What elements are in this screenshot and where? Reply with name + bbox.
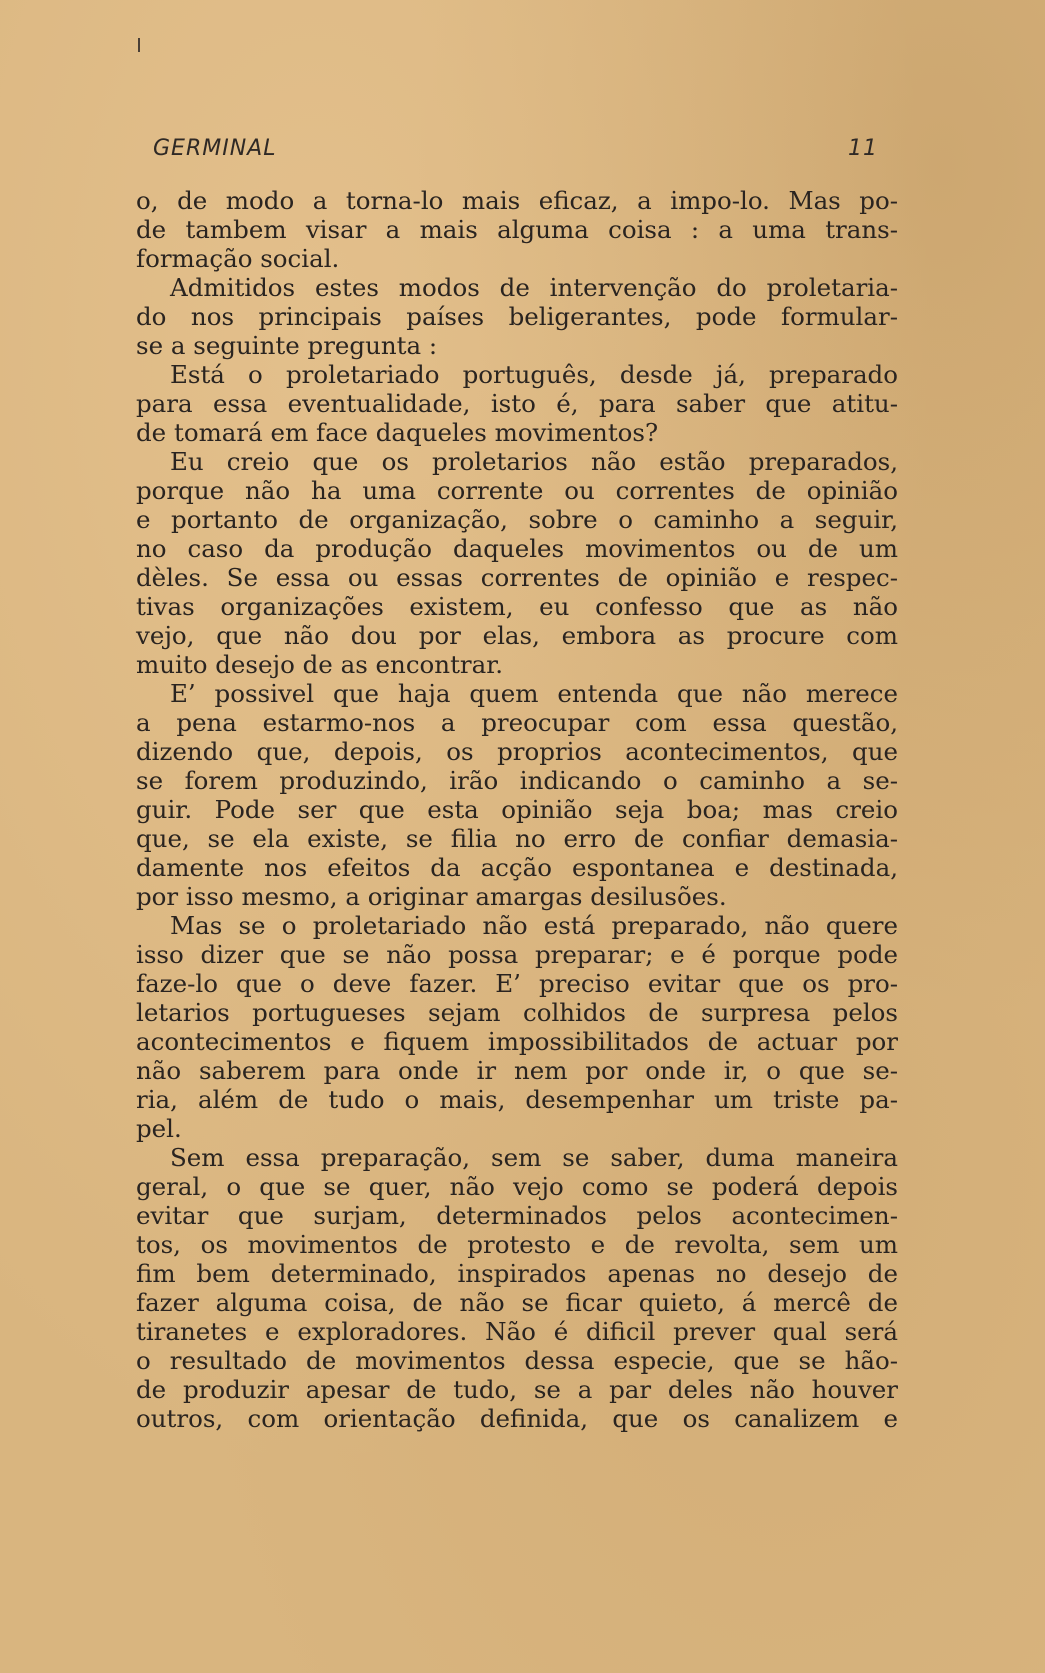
text-line: Está o proletariado português, desde já, preparado (170, 360, 898, 389)
body-text (136, 186, 898, 1433)
text-line: o, de modo a torna-lo mais eficaz, a impo-lo. Mas po- (136, 186, 898, 215)
text-line: de tambem visar a mais alguma coisa : a uma trans- (136, 215, 898, 244)
text-line: do nos principais países beligerantes, pode formular- (136, 302, 898, 331)
text-line: se forem produzindo, irão indicando o caminho a se- (136, 766, 898, 795)
text-line: de produzir apesar de tudo, se a par deles não houver (136, 1375, 898, 1404)
text-line: fazer alguma coisa, de não se ficar quieto, á mercê de (136, 1288, 898, 1317)
text-line: outros, com orientação definida, que os canalizem e (136, 1404, 898, 1433)
text-line: se a seguinte pregunta : (136, 331, 438, 360)
text-line: fim bem determinado, inspirados apenas no desejo de (136, 1259, 898, 1288)
text-line: geral, o que se quer, não vejo como se poderá depois (136, 1172, 898, 1201)
text-line: vejo, que não dou por elas, embora as procure com (136, 621, 898, 650)
text-line: Admitidos estes modos de intervenção do proletaria- (170, 273, 898, 302)
text-line: acontecimentos e fiquem impossibilitados de actuar por (136, 1027, 898, 1056)
text-line: tiranetes e exploradores. Não é dificil prever qual será (136, 1317, 898, 1346)
text-line: para essa eventualidade, isto é, para saber que atitu- (136, 389, 898, 418)
text-line: tivas organizações existem, eu confesso que as não (136, 592, 898, 621)
text-line: formação social. (136, 244, 340, 273)
text-line: tos, os movimentos de protesto e de revolta, sem um (136, 1230, 898, 1259)
page-number: 11 (848, 136, 878, 161)
text-line: Sem essa preparação, sem se saber, duma maneira (170, 1143, 898, 1172)
text-line: guir. Pode ser que esta opinião seja boa; mas creio (136, 795, 898, 824)
text-line: letarios portugueses sejam colhidos de surpresa pelos (136, 998, 898, 1027)
running-header (153, 136, 878, 170)
text-line: E’ possivel que haja quem entenda que não merece (170, 679, 898, 708)
text-line: ria, além de tudo o mais, desempenhar um triste pa- (136, 1085, 898, 1114)
text-line: dizendo que, depois, os proprios acontecimentos, que (136, 737, 898, 766)
text-line: e portanto de organização, sobre o caminho a seguir, (136, 505, 898, 534)
text-line: por isso mesmo, a originar amargas desilusões. (136, 882, 727, 911)
text-line: não saberem para onde ir nem por onde ir, o que se- (136, 1056, 898, 1085)
text-line: que, se ela existe, se filia no erro de confiar demasia- (136, 824, 898, 853)
text-line: Mas se o proletariado não está preparado, não quere (170, 911, 898, 940)
text-line: muito desejo de as encontrar. (136, 650, 504, 679)
text-line: faze-lo que o deve fazer. E’ preciso evitar que os pro- (136, 969, 898, 998)
ink-mark (138, 38, 140, 52)
text-line: Eu creio que os proletarios não estão preparados, (170, 447, 898, 476)
text-line: a pena estarmo-nos a preocupar com essa questão, (136, 708, 898, 737)
text-line: damente nos efeitos da acção espontanea e destinada, (136, 853, 898, 882)
text-line: isso dizer que se não possa preparar; e é porque pode (136, 940, 898, 969)
running-title: GERMINAL (153, 136, 277, 161)
text-line: evitar que surjam, determinados pelos acontecimen- (136, 1201, 898, 1230)
text-line: no caso da produção daqueles movimentos ou de um (136, 534, 898, 563)
text-line: pel. (136, 1114, 182, 1143)
text-line: de tomará em face daqueles movimentos? (136, 418, 659, 447)
text-line: porque não ha uma corrente ou correntes de opinião (136, 476, 898, 505)
text-line: o resultado de movimentos dessa especie, que se hão- (136, 1346, 898, 1375)
text-line: dèles. Se essa ou essas correntes de opinião e respec- (136, 563, 898, 592)
